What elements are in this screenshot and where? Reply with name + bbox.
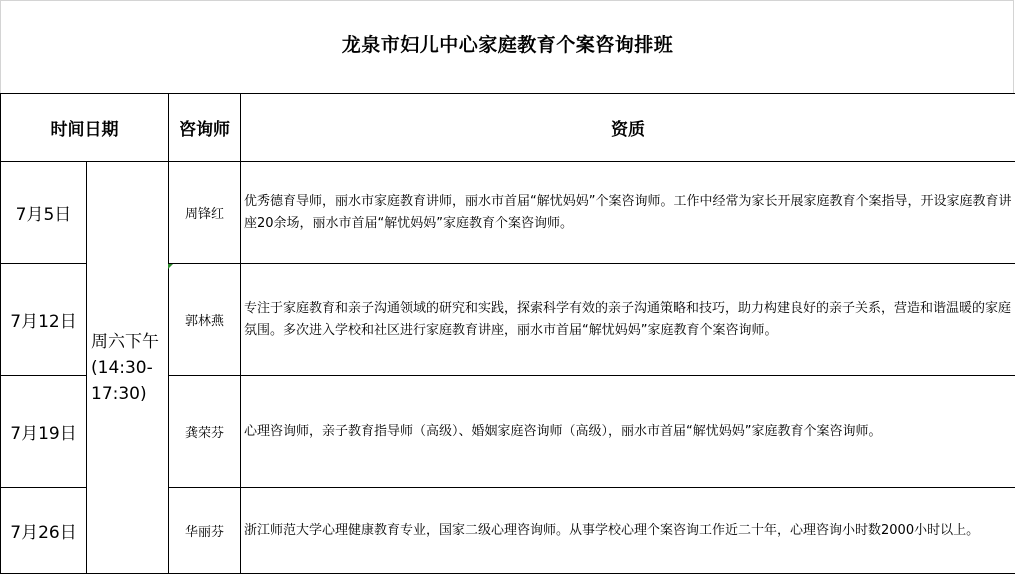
schedule-table xyxy=(0,93,1015,574)
date-cell: 7月19日 xyxy=(1,376,87,488)
header-counselor: 咨询师 xyxy=(169,94,241,162)
header-row xyxy=(1,94,1015,162)
table-row xyxy=(1,162,1015,264)
header-qualification: 资质 xyxy=(241,94,1015,162)
header-date: 时间日期 xyxy=(1,94,169,162)
counselor-cell: 龚荣芬 xyxy=(169,376,241,488)
counselor-cell: 郭林燕 xyxy=(169,264,241,376)
qualification-cell: 优秀德育导师，丽水市家庭教育讲师，丽水市首届“解忧妈妈”个案咨询师。工作中经常为家长开展家庭教育个案指导，开设家庭教育讲座20余场，丽水市首届“解忧妈妈”家庭教育个案咨询师。 xyxy=(241,162,1015,264)
date-cell: 7月12日 xyxy=(1,264,87,376)
qualification-cell: 浙江师范大学心理健康教育专业，国家二级心理咨询师。从事学校心理个案咨询工作近二十年，心理咨询小时数2000小时以上。 xyxy=(241,488,1015,574)
counselor-cell: 华丽芬 xyxy=(169,488,241,574)
qualification-cell: 心理咨询师，亲子教育指导师（高级）、婚姻家庭咨询师（高级），丽水市首届“解忧妈妈”家庭教育个案咨询师。 xyxy=(241,376,1015,488)
qualification-cell: 专注于家庭教育和亲子沟通领域的研究和实践，探索科学有效的亲子沟通策略和技巧，助力构建良好的亲子关系，营造和谐温暖的家庭氛围。多次进入学校和社区进行家庭教育讲座，丽水市首届“解忧妈妈”家庭教育个案咨询师。 xyxy=(241,264,1015,376)
date-cell: 7月5日 xyxy=(1,162,87,264)
time-slot-cell: 周六下午(14:30-17:30) xyxy=(87,162,169,574)
date-cell: 7月26日 xyxy=(1,488,87,574)
counselor-cell: 周锋红 xyxy=(169,162,241,264)
comment-marker-icon xyxy=(168,264,173,269)
page-title: 龙泉市妇儿中心家庭教育个案咨询排班 xyxy=(341,34,674,56)
